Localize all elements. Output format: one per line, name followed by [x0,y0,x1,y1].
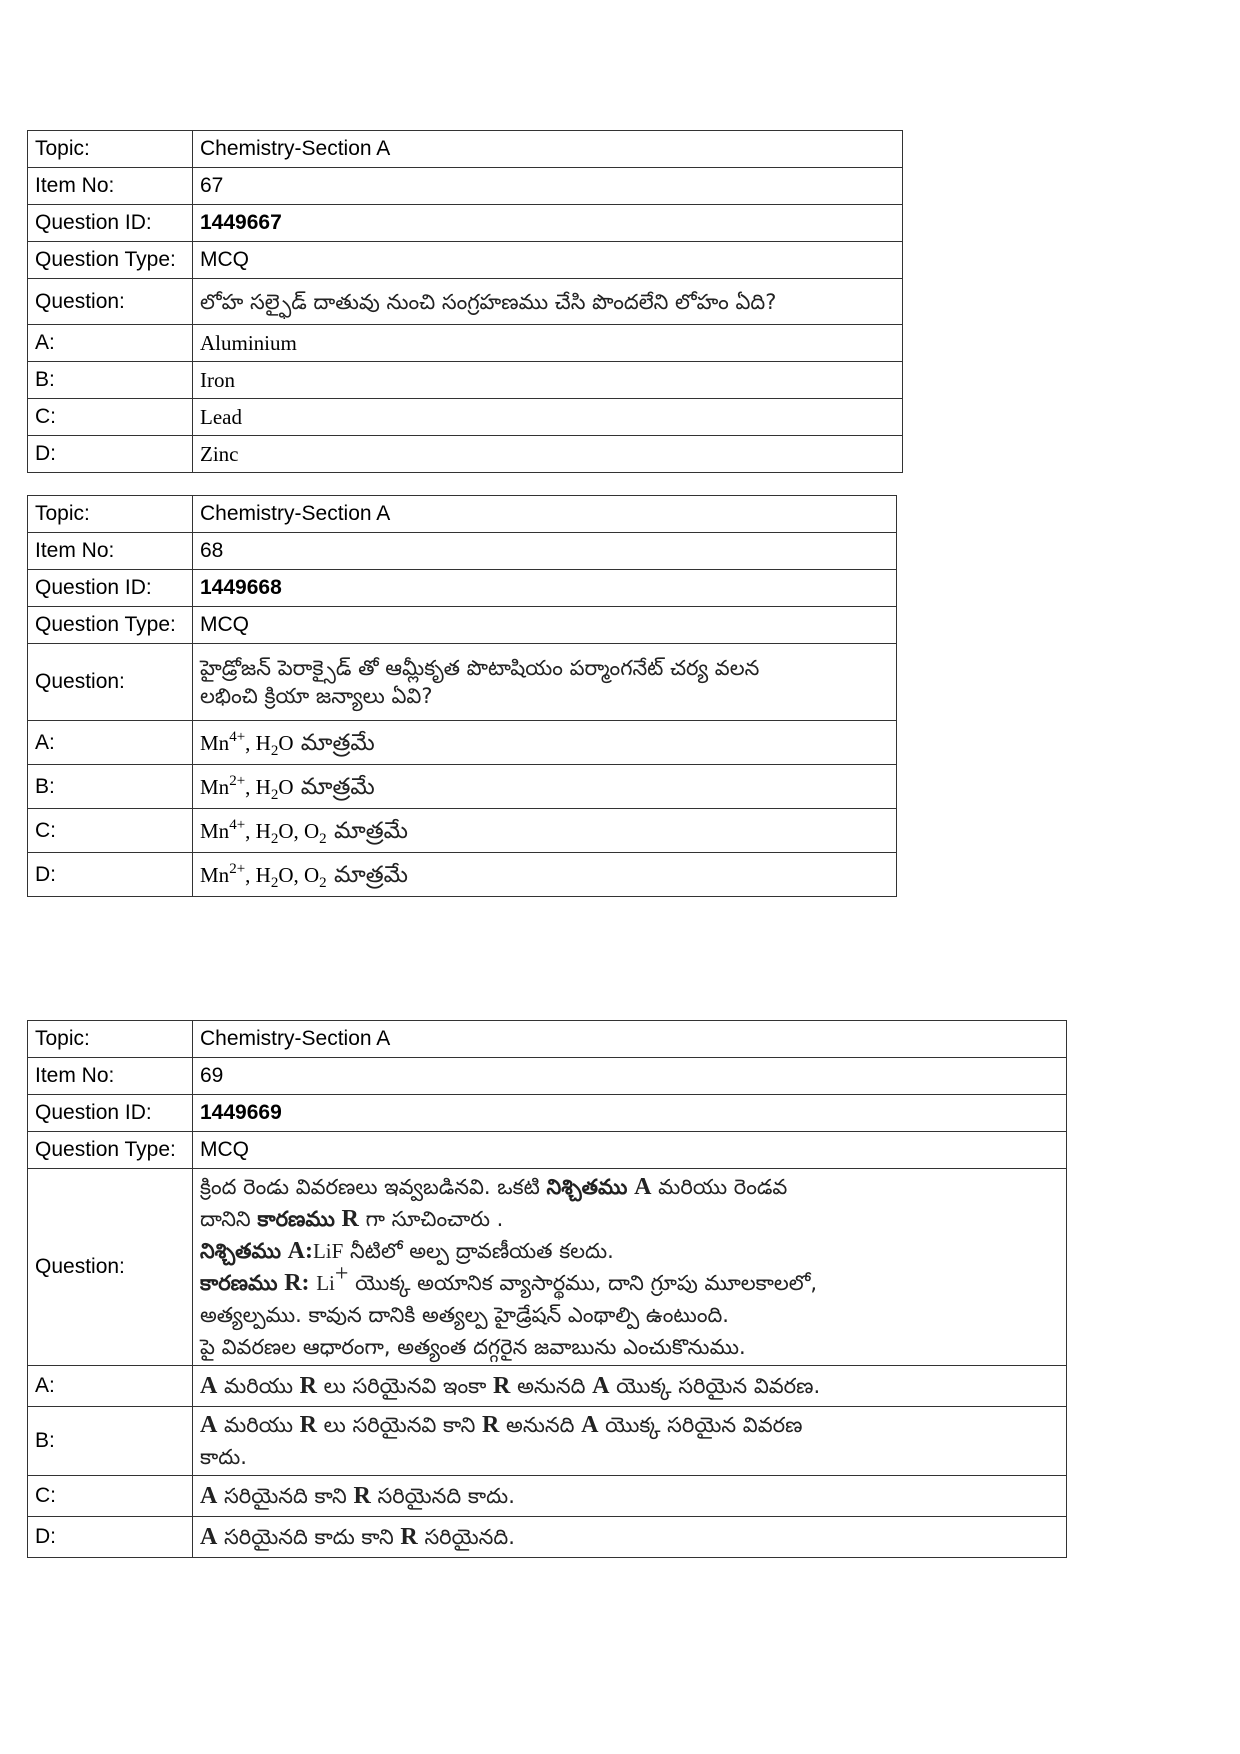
mn-symbol: Mn [200,774,230,799]
option-d-label: D: [28,436,193,473]
separator: , [245,818,256,843]
reason-term: కారణము [200,1271,278,1295]
question-type-value: MCQ [193,607,897,644]
option-row-d [28,853,897,897]
text: నీటిలో అల్ప ద్రావణీయత కలదు. [343,1239,614,1263]
question-id-row [28,1095,1067,1132]
item-no-label: Item No: [28,168,193,205]
question-label: Question: [28,644,193,721]
option-d-text [193,1517,1067,1558]
subscript: 2 [270,786,279,803]
option-row-b [28,1407,1067,1476]
charge: + [334,1261,349,1287]
question-type-label: Question Type: [28,607,193,644]
item-no-label: Item No: [28,1058,193,1095]
mn-symbol: Mn [200,818,230,843]
assertion-term: నిశ్చితము [200,1239,281,1263]
question-type-value: MCQ [193,242,903,279]
text: మరియు [217,1374,300,1398]
topic-label: Topic: [28,131,193,168]
charge: 4+ [229,728,246,745]
question-id-value [193,205,903,242]
letter-a: A [581,1412,599,1438]
text: గా సూచించారు . [358,1207,504,1231]
separator: , [293,818,304,843]
question-table-68 [27,495,897,897]
o-symbol: O [278,862,294,887]
question-id-label: Question ID: [28,205,193,242]
h-symbol: H [255,862,271,887]
separator: , [245,862,256,887]
question-text: లోహ సల్ఫైడ్ దాతువు నుంచి సంగ్రహణము చేసి పొందలేని లోహం ఏది? [193,279,903,325]
option-a-text: Aluminium [193,325,903,362]
topic-label: Topic: [28,1021,193,1058]
reason-term: కారణము [257,1207,335,1231]
option-b-line-2: కాదు. [200,1445,247,1469]
h-symbol: H [255,730,271,755]
item-no-row [28,1058,1067,1095]
subscript: 2 [319,874,327,891]
o-symbol: O [304,862,320,887]
separator: , [245,730,256,755]
topic-value: Chemistry-Section A [193,1021,1067,1058]
option-c-text [193,1476,1067,1517]
question-label: Question: [28,1169,193,1366]
option-b-line-1 [200,1409,1059,1441]
option-row-a [28,1366,1067,1407]
question-line-1 [200,1171,1059,1203]
question-line-5: అత్యల్పము. కావున దానికి అత్యల్ప హైడ్రేషన్ ఎంథాల్పి ఉంటుంది. [200,1303,729,1327]
topic-row [28,1021,1067,1058]
letter-r: R [400,1524,418,1550]
question-id-value [193,570,897,607]
option-row-b [28,765,897,809]
question-text [193,1169,1067,1366]
option-c-label: C: [28,809,193,853]
question-line-1: హైడ్రోజన్ పెరాక్సైడ్ తో ఆమ్లీకృత పొటాషియం పర్మాంగనేట్ చర్య వలన [200,656,760,680]
matrame-text: మాత్రమే [326,861,408,888]
matrame-text: మాత్రమే [326,817,408,844]
question-table-69 [27,1020,1067,1558]
question-row [28,1169,1067,1366]
option-row-d [28,1517,1067,1558]
option-b-text [193,765,897,809]
question-type-row [28,242,903,279]
text: లు సరియైనవి కాని [316,1413,483,1437]
option-b-label: B: [28,765,193,809]
letter-r: R [299,1412,317,1438]
topic-value: Chemistry-Section A [193,131,903,168]
question-text [193,644,897,721]
assertion-term: నిశ్చితము [546,1175,628,1199]
option-a-label: A: [28,325,193,362]
question-line-6: పై వివరణల ఆధారంగా, అత్యంత దగ్గరైన జవాబును ఎంచుకొనుము. [200,1335,746,1359]
item-no-row [28,533,897,570]
text: మరియు [217,1413,300,1437]
topic-label: Topic: [28,496,193,533]
question-line-4 [200,1261,1059,1299]
question-id-number: 1449669 [200,1101,282,1124]
topic-row [28,496,897,533]
text: మరియు రెండవ [651,1175,788,1199]
text: యొక్క సరియైన వివరణ [598,1413,803,1437]
option-row-b [28,362,903,399]
item-no-label: Item No: [28,533,193,570]
charge: 2+ [229,860,246,877]
text: దానిని [200,1207,258,1231]
question-line-2 [200,1203,1059,1235]
option-row-c [28,809,897,853]
question-label: Question: [28,279,193,325]
option-row-a [28,721,897,765]
option-c-label: C: [28,1476,193,1517]
question-type-label: Question Type: [28,1132,193,1169]
text: క్రింద రెండు వివరణలు ఇవ్వబడినవి. ఒకటి [200,1175,547,1199]
question-type-label: Question Type: [28,242,193,279]
mn-symbol: Mn [200,730,230,755]
letter-r: R: [284,1270,310,1296]
option-a-text [193,1366,1067,1407]
option-b-text: Iron [193,362,903,399]
topic-row [28,131,903,168]
mn-symbol: Mn [200,862,230,887]
topic-value: Chemistry-Section A [193,496,897,533]
letter-a: A [634,1174,652,1200]
option-b-label: B: [28,1407,193,1476]
question-row [28,644,897,721]
matrame-text: మాత్రమే [293,773,375,800]
subscript: 2 [270,874,279,891]
question-type-row [28,607,897,644]
o-symbol: O [278,774,294,799]
option-a-label: A: [28,1366,193,1407]
option-b-label: B: [28,362,193,399]
letter-a: A [200,1483,218,1509]
text: అనునది [510,1374,593,1398]
item-no-value: 68 [193,533,897,570]
text: సరియైనది. [417,1525,515,1549]
letter-a: A: [287,1238,313,1264]
li-symbol: Li [316,1271,335,1295]
option-c-text [193,809,897,853]
charge: 2+ [229,772,246,789]
question-id-row [28,570,897,607]
question-id-number: 1449667 [200,211,282,234]
separator: , [293,862,304,887]
text: లు సరియైనవి ఇంకా [316,1374,494,1398]
option-row-d [28,436,903,473]
letter-a: A [200,1412,218,1438]
item-no-row [28,168,903,205]
o-symbol: O [278,818,294,843]
lif-formula: LiF [312,1239,344,1263]
option-a-text [193,721,897,765]
letter-a: A [200,1373,218,1399]
option-row-c [28,399,903,436]
question-id-value [193,1095,1067,1132]
letter-a: A [200,1524,218,1550]
question-id-label: Question ID: [28,570,193,607]
option-a-label: A: [28,721,193,765]
text: యొక్క అయానిక వ్యాసార్థము, దాని గ్రూపు మూలకాలలో, [348,1271,818,1295]
letter-r: R [353,1483,371,1509]
text: సరియైనది కాదు కాని [217,1525,401,1549]
question-id-number: 1449668 [200,576,282,599]
option-b-text [193,1407,1067,1476]
item-no-value: 69 [193,1058,1067,1095]
text: యొక్క సరియైన వివరణ. [609,1374,821,1398]
item-no-value: 67 [193,168,903,205]
text: అనునది [499,1413,582,1437]
text: సరియైనది కాని [217,1484,354,1508]
option-c-label: C: [28,399,193,436]
charge: 4+ [229,816,246,833]
question-line-2: లభించి క్రియా జన్యాలు ఏవి? [200,684,433,708]
question-type-row [28,1132,1067,1169]
subscript: 2 [270,830,279,847]
matrame-text: మాత్రమే [293,729,375,756]
letter-r: R [493,1373,511,1399]
question-id-row [28,205,903,242]
question-type-value: MCQ [193,1132,1067,1169]
h-symbol: H [255,774,271,799]
option-d-label: D: [28,853,193,897]
option-d-label: D: [28,1517,193,1558]
subscript: 2 [319,830,327,847]
question-line-3 [200,1235,1059,1267]
h-symbol: H [255,818,271,843]
question-table-67 [27,130,903,473]
option-row-c [28,1476,1067,1517]
letter-r: R [482,1412,500,1438]
o-symbol: O [278,730,294,755]
o-symbol: O [304,818,320,843]
option-d-text [193,853,897,897]
letter-r: R [341,1206,359,1232]
question-row [28,279,903,325]
letter-a: A [592,1373,610,1399]
option-d-text: Zinc [193,436,903,473]
option-row-a [28,325,903,362]
subscript: 2 [270,742,279,759]
text: సరియైనది కాదు. [370,1484,515,1508]
letter-r: R [299,1373,317,1399]
option-c-text: Lead [193,399,903,436]
question-id-label: Question ID: [28,1095,193,1132]
separator: , [245,774,256,799]
